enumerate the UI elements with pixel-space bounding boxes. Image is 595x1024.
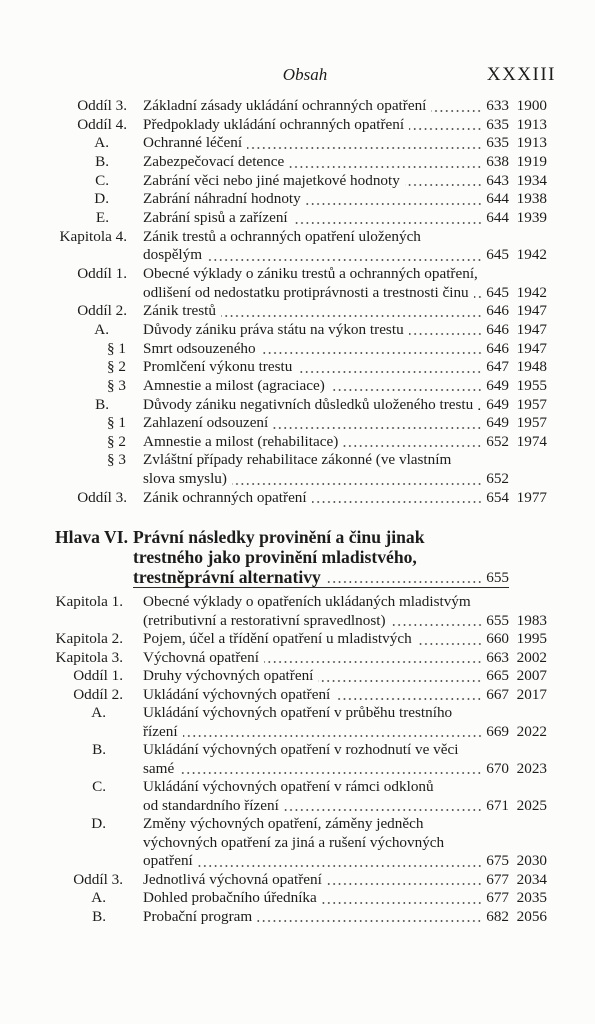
entry-title-text: odlišení od nedostatku protiprávnosti a trestnosti činu (143, 283, 469, 301)
dot-leader (306, 190, 482, 209)
toc-line (0, 358, 595, 377)
chapter-title-text: trestného jako provinění mladistvého, (133, 547, 417, 567)
entry-label: B. (95, 395, 109, 413)
entry-title-text: Smrt odsouzeného (143, 339, 256, 357)
entry-title-line (143, 667, 509, 686)
entry-label: B. (95, 152, 109, 170)
chapter-title-line (133, 567, 509, 588)
toc-line (0, 741, 595, 760)
toc-entry (0, 396, 595, 415)
toc-line (0, 723, 595, 742)
entry-title-text: Ukládání výchovných opatření v rámci odklonů (143, 778, 434, 796)
page-number: 635 (486, 115, 509, 133)
margin-number: 1919 (516, 152, 547, 170)
entry-title-line (143, 649, 509, 668)
page-number: 646 (486, 339, 509, 357)
entry-title-line (143, 153, 509, 172)
page-number: 646 (486, 302, 509, 320)
margin-number: 1913 (516, 134, 547, 152)
toc-line (0, 433, 595, 452)
entry-title-line (143, 852, 509, 871)
entry-title-text: Druhy výchovných opatření (143, 667, 314, 685)
page-number: 667 (486, 685, 509, 703)
toc-line (0, 190, 595, 209)
entry-title-line (143, 797, 509, 816)
toc-line (0, 414, 595, 433)
entry-title-text: Zánik trestů a ochranných opatření uložených (143, 227, 421, 245)
dot-leader (326, 567, 482, 587)
toc-entry (0, 667, 595, 686)
entry-title-line (143, 358, 509, 377)
entry-label: Oddíl 2. (73, 685, 123, 703)
entry-title-text: Zabrání věci nebo jiné majetkové hodnoty (143, 171, 400, 189)
toc-line (0, 377, 595, 396)
entry-title-line (143, 451, 509, 470)
entry-title-text: Zabrání spisů a zařízení (143, 208, 288, 226)
entry-label: D. (94, 190, 109, 208)
entry-title-line (143, 889, 509, 908)
dot-leader (289, 153, 482, 172)
entry-title-text: Zánik trestů (143, 302, 216, 320)
entry-title-line (143, 209, 509, 228)
margin-number: 2056 (516, 907, 547, 925)
page-number: 635 (486, 134, 509, 152)
entry-title-line (143, 396, 509, 415)
entry-title-line (143, 284, 509, 303)
entry-title-line (143, 414, 509, 433)
dot-leader (179, 760, 482, 779)
entry-label: § 2 (107, 432, 126, 450)
chapter-heading (0, 527, 595, 587)
entry-title-line (143, 190, 509, 209)
entry-title-text: (retributivní a restorativní spravedlnost) (143, 611, 386, 629)
entry-title-text: Důvody zániku negativních důsledků uloženého trestu (143, 395, 474, 413)
entry-title-line (143, 321, 509, 340)
dot-leader (405, 172, 482, 191)
margin-number: 1957 (516, 395, 547, 413)
dot-leader (409, 321, 483, 340)
chapter-line (0, 547, 595, 567)
entry-title-line (143, 116, 509, 135)
toc-entry (0, 228, 595, 265)
page-number: 669 (486, 722, 509, 740)
page-number: 644 (486, 190, 509, 208)
entry-title-line (143, 302, 509, 321)
toc-line (0, 340, 595, 359)
margin-number: 2002 (516, 648, 547, 666)
entry-title-text: Ukládání výchovných opatření (143, 685, 331, 703)
page-number: 663 (486, 648, 509, 666)
toc-entry (0, 377, 595, 396)
dot-leader (273, 414, 482, 433)
dot-leader (478, 396, 482, 415)
dot-leader (327, 871, 482, 890)
entry-title-line (143, 723, 509, 742)
page-number: 638 (486, 152, 509, 170)
margin-number: 1947 (516, 320, 547, 338)
page-number: 652 (486, 432, 509, 450)
dot-leader (284, 797, 482, 816)
entry-title-text: slova smyslu) (143, 470, 227, 488)
toc-line (0, 630, 595, 649)
toc-entry (0, 630, 595, 649)
margin-number: 2007 (516, 667, 547, 685)
toc-entry (0, 908, 595, 927)
toc-line (0, 778, 595, 797)
toc-line (0, 649, 595, 668)
margin-number: 1942 (516, 283, 547, 301)
entry-title-line (143, 470, 509, 489)
toc-entry (0, 97, 595, 116)
toc-line (0, 470, 595, 489)
margin-number: 1947 (516, 302, 547, 320)
toc-entry (0, 153, 595, 172)
entry-title-text: řízení (143, 722, 178, 740)
entry-label: A. (94, 320, 109, 338)
toc-entry (0, 209, 595, 228)
entry-label: A. (94, 134, 109, 152)
entry-title-text: Pojem, účel a třídění opatření u mladistvých (143, 630, 412, 648)
margin-number: 1974 (516, 432, 547, 450)
entry-label: B. (92, 907, 106, 925)
entry-label: Oddíl 3. (73, 870, 123, 888)
entry-title-text: Amnestie a milost (agraciace) (143, 376, 325, 394)
toc-entry (0, 302, 595, 321)
entry-title-line (143, 686, 509, 705)
toc-line (0, 246, 595, 265)
toc-line (0, 172, 595, 191)
dot-leader (297, 358, 482, 377)
toc-line (0, 704, 595, 723)
toc-entry (0, 815, 595, 871)
toc-line (0, 760, 595, 779)
entry-label: D. (91, 815, 106, 833)
toc-entry (0, 593, 595, 630)
toc-line (0, 612, 595, 631)
toc-entry (0, 489, 595, 508)
entry-title-line (143, 834, 509, 853)
dot-leader (264, 649, 482, 668)
toc-entry (0, 741, 595, 778)
margin-number: 2017 (516, 685, 547, 703)
entry-title-line (143, 908, 509, 927)
toc-entry (0, 340, 595, 359)
toc-line (0, 228, 595, 247)
entry-label: § 1 (107, 339, 126, 357)
page-number: 646 (486, 320, 509, 338)
dot-leader (221, 302, 482, 321)
toc-line (0, 209, 595, 228)
chapter-line (0, 527, 595, 547)
page-number: 677 (486, 889, 509, 907)
entry-title-text: Důvody zániku práva státu na výkon trestu (143, 320, 404, 338)
toc-entry (0, 871, 595, 890)
entry-title-text: Jednotlivá výchovná opatření (143, 870, 322, 888)
margin-number: 2022 (516, 722, 547, 740)
entry-title-text: Probační program (143, 907, 253, 925)
toc-line (0, 797, 595, 816)
page-number: 655 (486, 611, 509, 629)
chapter-title-line (133, 527, 509, 547)
margin-number: 1955 (516, 376, 547, 394)
entry-label: Kapitola 3. (55, 648, 123, 666)
margin-number: 1939 (516, 208, 547, 226)
toc-line (0, 489, 595, 508)
toc-entry (0, 433, 595, 452)
dot-leader (198, 852, 482, 871)
toc-line (0, 396, 595, 415)
toc-line (0, 593, 595, 612)
entry-title-line (143, 377, 509, 396)
page-number-roman: XXXIII (486, 64, 556, 85)
toc-line (0, 134, 595, 153)
margin-number: 1957 (516, 414, 547, 432)
chapter-title-text: Právní následky provinění a činu jinak (133, 527, 425, 547)
entry-label: § 2 (107, 358, 126, 376)
page-number: 633 (486, 97, 509, 114)
entry-title-text: Změny výchovných opatření, záměny jedněch (143, 815, 424, 833)
page-number: 649 (486, 376, 509, 394)
toc-line (0, 153, 595, 172)
dot-leader (207, 246, 482, 265)
toc-entry (0, 190, 595, 209)
entry-title-text: dospělým (143, 246, 203, 264)
entry-title-line (143, 871, 509, 890)
toc-line (0, 889, 595, 908)
toc-list-top (0, 97, 595, 507)
toc-entry (0, 889, 595, 908)
entry-title-line (143, 97, 509, 116)
entry-title-text: Promlčení výkonu trestu (143, 358, 293, 376)
entry-title-line (143, 433, 509, 452)
entry-title-line (143, 760, 509, 779)
toc-line (0, 97, 595, 116)
entry-title-text: Předpoklady ukládání ochranných opatření (143, 115, 405, 133)
page-number: 677 (486, 870, 509, 888)
entry-title-text: Zahlazení odsouzení (143, 414, 269, 432)
entry-title-line (143, 630, 509, 649)
entry-title-line (143, 741, 509, 760)
dot-leader (261, 340, 483, 359)
dot-leader (247, 134, 482, 153)
chapter-title-line (133, 547, 509, 567)
entry-label: Kapitola 4. (59, 227, 127, 245)
page-number: 643 (486, 171, 509, 189)
margin-number: 1947 (516, 339, 547, 357)
page-number: 649 (486, 395, 509, 413)
entry-title-text: Základní zásady ukládání ochranných opatření (143, 97, 427, 114)
entry-label: Oddíl 2. (77, 302, 127, 320)
entry-title-text: samé (143, 759, 175, 777)
margin-number: 2034 (516, 870, 547, 888)
toc-line (0, 686, 595, 705)
toc-entry (0, 134, 595, 153)
toc-entry (0, 686, 595, 705)
dot-leader (335, 686, 482, 705)
entry-label: C. (95, 171, 109, 189)
dot-leader (391, 612, 483, 631)
dot-leader (293, 209, 483, 228)
page-number: 660 (486, 630, 509, 648)
entry-title-line (143, 612, 509, 631)
entry-title-text: Amnestie a milost (rehabilitace) (143, 432, 339, 450)
margin-number: 2030 (516, 852, 547, 870)
page-number: 652 (486, 470, 509, 488)
dot-leader (312, 489, 483, 508)
entry-label: § 3 (107, 376, 126, 394)
toc-list-bottom (0, 593, 595, 926)
dot-leader (474, 284, 483, 303)
toc-line (0, 265, 595, 284)
toc-line (0, 321, 595, 340)
entry-title-line (143, 134, 509, 153)
toc-line (0, 871, 595, 890)
dot-leader (409, 116, 482, 135)
margin-number: 2023 (516, 759, 547, 777)
entry-title-text: Ukládání výchovných opatření v průběhu trestního (143, 704, 453, 722)
entry-label: A. (91, 704, 106, 722)
entry-title-line (143, 265, 509, 284)
toc-entry (0, 451, 595, 488)
entry-title-line (143, 489, 509, 508)
dot-leader (417, 630, 483, 649)
margin-number: 1938 (516, 190, 547, 208)
toc-line (0, 667, 595, 686)
entry-title-text: Ukládání výchovných opatření v rozhodnutí ve věci (143, 741, 459, 759)
entry-title-line (143, 593, 509, 612)
page-number: 675 (486, 852, 509, 870)
margin-number: 1977 (516, 488, 547, 506)
entry-title-text: Obecné výklady o opatřeních ukládaných mladistvým (143, 593, 471, 610)
toc-entry (0, 172, 595, 191)
toc-line (0, 302, 595, 321)
toc-entry (0, 265, 595, 302)
margin-number: 2025 (516, 796, 547, 814)
entry-title-text: Zánik ochranných opatření (143, 488, 307, 506)
dot-leader (318, 667, 482, 686)
dot-leader (343, 433, 482, 452)
entry-label: A. (91, 889, 106, 907)
entry-title-text: Ochranné léčení (143, 134, 243, 152)
page-number: 649 (486, 414, 509, 432)
entry-title-line (143, 815, 509, 834)
toc-entry (0, 649, 595, 668)
margin-number: 1900 (516, 97, 547, 114)
margin-number: 1983 (516, 611, 547, 629)
toc-entry (0, 704, 595, 741)
toc-line (0, 815, 595, 834)
dot-leader (183, 723, 483, 742)
entry-title-line (143, 704, 509, 723)
dot-leader (322, 889, 482, 908)
margin-number: 1948 (516, 358, 547, 376)
entry-label: B. (92, 741, 106, 759)
entry-title-line (143, 246, 509, 265)
page-number: 655 (486, 568, 509, 586)
entry-title-line (143, 172, 509, 191)
page-number: 645 (486, 283, 509, 301)
toc-entry (0, 778, 595, 815)
toc-entry (0, 116, 595, 135)
entry-title-text: Zabrání náhradní hodnoty (143, 190, 301, 208)
entry-title-text: od standardního řízení (143, 796, 279, 814)
chapter-title-text: trestněprávní alternativy (133, 567, 321, 587)
toc-line (0, 284, 595, 303)
toc-entry (0, 414, 595, 433)
entry-label: C. (92, 778, 106, 796)
page-number: 644 (486, 208, 509, 226)
entry-title-text: opatření (143, 852, 193, 870)
page-number: 654 (486, 488, 509, 506)
page-number: 665 (486, 667, 509, 685)
dot-leader (431, 97, 482, 116)
dot-leader (257, 908, 482, 927)
entry-label: Oddíl 3. (77, 97, 127, 114)
toc-entry (0, 321, 595, 340)
margin-number: 1934 (516, 171, 547, 189)
page-number: 670 (486, 759, 509, 777)
margin-number: 1942 (516, 246, 547, 264)
entry-label: Oddíl 4. (77, 115, 127, 133)
page-number: 647 (486, 358, 509, 376)
toc-line (0, 852, 595, 871)
toc-line (0, 451, 595, 470)
entry-label: Oddíl 3. (77, 488, 127, 506)
entry-title-text: výchovných opatření za jiná a rušení výchovných (143, 833, 445, 851)
entry-label: Kapitola 1. (55, 593, 123, 610)
entry-title-line (143, 228, 509, 247)
toc-entry (0, 358, 595, 377)
margin-number: 1913 (516, 115, 547, 133)
entry-title-text: Zvláštní případy rehabilitace zákonné (ve vlastním (143, 451, 452, 469)
entry-label: Kapitola 2. (55, 630, 123, 648)
chapter-label: Hlava VI. (55, 527, 128, 547)
entry-label: Oddíl 1. (73, 667, 123, 685)
chapter-line (0, 567, 595, 587)
entry-label: E. (95, 208, 109, 226)
running-head: Obsah (282, 65, 328, 84)
entry-label: § 3 (107, 451, 126, 469)
entry-title-text: Dohled probačního úředníka (143, 889, 317, 907)
toc-line (0, 908, 595, 927)
toc-line (0, 116, 595, 135)
entry-label: § 1 (107, 414, 126, 432)
entry-title-line (143, 778, 509, 797)
entry-title-line (143, 340, 509, 359)
entry-title-text: Obecné výklady o zániku trestů a ochranných opatření, (143, 264, 478, 282)
entry-title-text: Výchovná opatření (143, 648, 259, 666)
page-number: 671 (486, 796, 509, 814)
entry-label: Oddíl 1. (77, 264, 127, 282)
dot-leader (232, 470, 482, 489)
toc-line (0, 834, 595, 853)
page-number: 645 (486, 246, 509, 264)
entry-title-text: Zabezpečovací detence (143, 152, 285, 170)
page-number: 682 (486, 907, 509, 925)
dot-leader (330, 377, 482, 396)
margin-number: 2035 (516, 889, 547, 907)
margin-number: 1995 (516, 630, 547, 648)
